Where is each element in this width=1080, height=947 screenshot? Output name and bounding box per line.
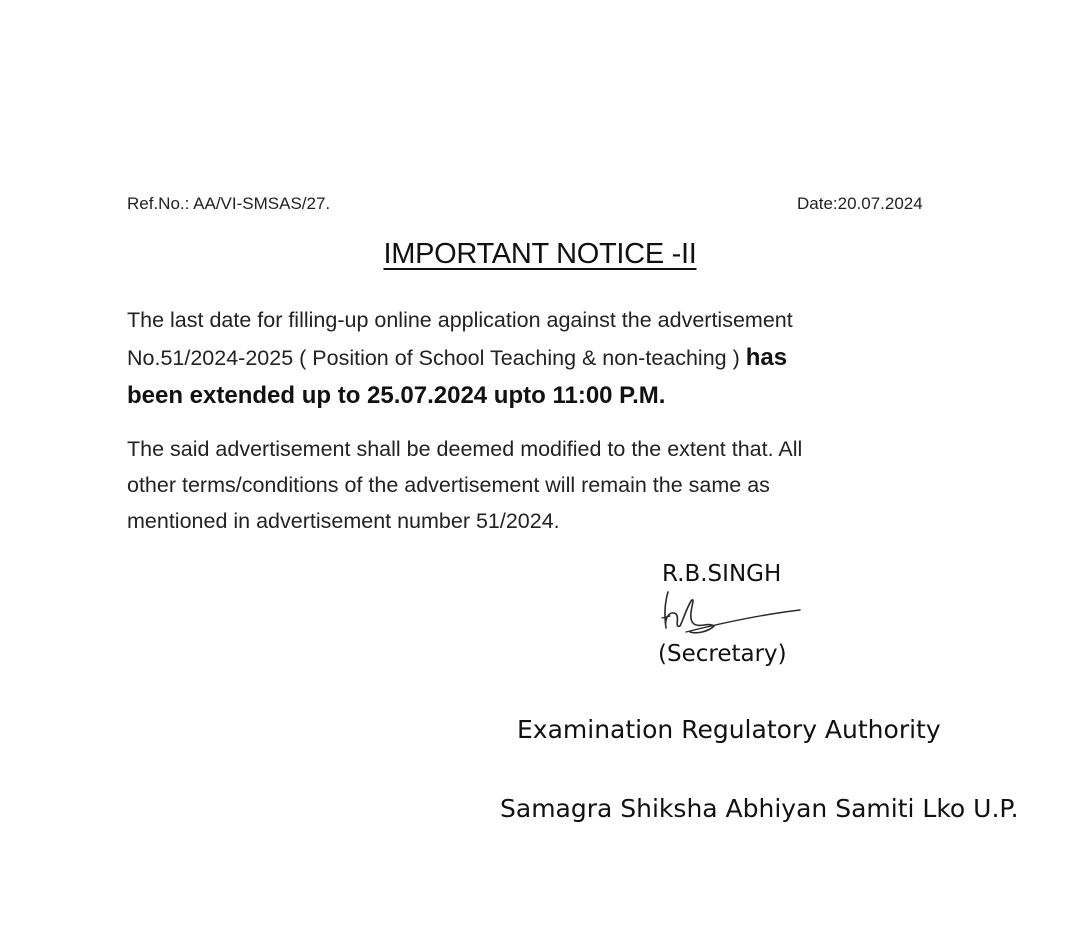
extension-line-2 (127, 339, 987, 377)
organization-name: Examination Regulatory Authority (517, 715, 941, 744)
notice-title (0, 238, 1080, 271)
extension-paragraph (127, 302, 987, 414)
notice-date: Date:20.07.2024 (797, 194, 923, 213)
extension-line-2-bold: has (745, 344, 788, 371)
modification-line-1: The said advertisement shall be deemed modified to the extent that. All (127, 437, 803, 461)
organization-subtitle: Samagra Shiksha Abhiyan Samiti Lko U.P. (500, 794, 1019, 823)
notice-title-text: IMPORTANT NOTICE -II (383, 238, 697, 270)
signatory-name: R.B.SINGH (662, 561, 782, 587)
extension-deadline: been extended up to 25.07.2024 upto 11:00 P.M. (127, 382, 666, 409)
modification-paragraph (127, 431, 987, 539)
handwritten-signature (656, 588, 806, 644)
extension-line-1: The last date for filling-up online application against the advertisement (127, 308, 793, 332)
modification-line-2: other terms/conditions of the advertisement will remain the same as (127, 473, 770, 497)
extension-line-2-text: No.51/2024-2025 ( Position of School Teaching & non-teaching ) (127, 346, 740, 370)
reference-number: Ref.No.: AA/VI-SMSAS/27. (127, 194, 331, 213)
signatory-designation: (Secretary) (658, 641, 787, 667)
modification-line-3: mentioned in advertisement number 51/2024. (127, 509, 560, 533)
